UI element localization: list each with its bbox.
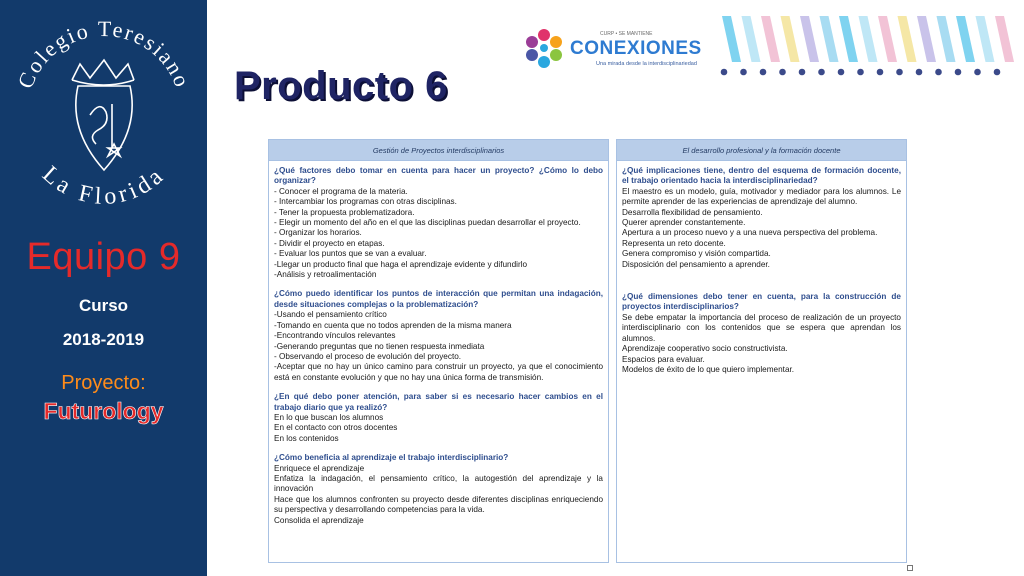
deco-dot bbox=[955, 69, 962, 76]
logo-wordmark: CONEXIONES bbox=[570, 38, 702, 59]
answer-line: Representa un reto docente. bbox=[622, 238, 726, 248]
deco-dot bbox=[721, 69, 728, 76]
answer-line: -Análisis y retroalimentación bbox=[274, 270, 377, 280]
answer-line: Disposición del pensamiento a aprender. bbox=[622, 259, 770, 269]
deco-stripe bbox=[722, 16, 741, 62]
project-name: Futurology bbox=[43, 398, 164, 424]
logo-subtitle: Una mirada desde la interdisciplinariedad bbox=[596, 61, 697, 67]
answer-line: - Tener la propuesta problematizadora. bbox=[274, 207, 415, 217]
logo-top-text: CURP • SE MANTIENE bbox=[600, 31, 653, 37]
course-label: Curso bbox=[78, 296, 129, 315]
right-table bbox=[616, 139, 907, 563]
answer-line: Aprendizaje cooperativo socio constructivista. bbox=[622, 344, 788, 354]
deco-stripe bbox=[937, 16, 956, 62]
deco-stripe bbox=[956, 16, 975, 62]
project-label: Proyecto: bbox=[61, 372, 146, 394]
answer-line: Apertura a un proceso nuevo y a una nueva perspectiva del problema. bbox=[622, 228, 878, 238]
left-table bbox=[268, 139, 609, 563]
question-heading: ¿Qué factores debo tomar en cuenta para hacer un proyecto? ¿Cómo lo debo organizar? bbox=[274, 166, 603, 186]
answer-line: -Generando preguntas que no tienen respuesta inmediata bbox=[274, 341, 485, 351]
resize-handle[interactable] bbox=[907, 565, 913, 571]
deco-stripe bbox=[742, 16, 761, 62]
deco-stripe bbox=[917, 16, 936, 62]
block-spacer bbox=[274, 280, 603, 289]
answer-line: En lo que buscan los alumnos bbox=[274, 412, 384, 422]
answer-line: Genera compromiso y visión compartida. bbox=[622, 249, 771, 259]
deco-dot bbox=[877, 69, 884, 76]
question-heading: ¿Cómo beneficia al aprendizaje el trabajo interdisciplinario? bbox=[274, 453, 509, 463]
right-table-body bbox=[617, 161, 906, 375]
deco-stripe bbox=[800, 16, 819, 62]
left-table-header: Gestión de Proyectos interdisciplinarios bbox=[269, 140, 608, 161]
answer-line: Querer aprender constantemente. bbox=[622, 218, 746, 228]
deco-dot bbox=[896, 69, 903, 76]
deco-dot bbox=[857, 69, 864, 76]
answer-line: Consolida el aprendizaje bbox=[274, 515, 364, 525]
question-heading: ¿Cómo puedo identificar los puntos de interacción que permitan una indagación, desde situaciones complejas o la problematización? bbox=[274, 289, 603, 309]
page-title: Producto 6 bbox=[234, 64, 448, 108]
answer-line: - Conocer el programa de la materia. bbox=[274, 186, 408, 196]
deco-stripe bbox=[781, 16, 800, 62]
deco-dot bbox=[818, 69, 825, 76]
deco-dot bbox=[799, 69, 806, 76]
answer-line: En el contacto con otros docentes bbox=[274, 423, 398, 433]
sidebar bbox=[0, 0, 207, 576]
answer-line: - Intercambiar los programas con otras disciplinas. bbox=[274, 197, 457, 207]
decorative-stripes-icon bbox=[716, 12, 1016, 80]
question-heading: ¿En qué debo poner atención, para saber si es necesario hacer cambios en el trabajo diario que ya realizó? bbox=[274, 392, 603, 412]
deco-stripe bbox=[839, 16, 858, 62]
answer-line: Espacios para evaluar. bbox=[622, 354, 705, 364]
school-seal-logo bbox=[10, 20, 197, 220]
answer-line: En los contenidos bbox=[274, 433, 339, 443]
deco-stripe bbox=[761, 16, 780, 62]
answer-line: - Dividir el proyecto en etapas. bbox=[274, 238, 385, 248]
answer-line: Desarrolla flexibilidad de pensamiento. bbox=[622, 207, 763, 217]
question-heading: ¿Qué dimensiones debo tener en cuenta, para la construcción de proyectos interdisciplinarios? bbox=[622, 292, 901, 312]
answer-line: -Tomando en cuenta que no todos aprenden de la misma manera bbox=[274, 320, 512, 330]
answer-line: Modelos de éxito de lo que quiero implementar. bbox=[622, 364, 795, 374]
deco-stripe bbox=[976, 16, 995, 62]
deco-dot bbox=[838, 69, 845, 76]
svg-text:La Florida: La Florida bbox=[37, 161, 171, 211]
answer-line: -Aceptar que no hay un único camino para construir un proyecto, ya que el conocimiento está en constante evolución y que no hay una única forma de transmisión. bbox=[274, 362, 603, 382]
deco-stripe bbox=[859, 16, 878, 62]
deco-stripe bbox=[898, 16, 917, 62]
deco-dot bbox=[740, 69, 747, 76]
answer-line: Enfatiza la indagación, el pensamiento crítico, la autogestión del aprendizaje y la innovación bbox=[274, 473, 603, 494]
question-heading: ¿Qué implicaciones tiene, dentro del esquema de formación docente, el trabajo orientado hacia la interdisciplinariedad? bbox=[622, 166, 901, 186]
deco-stripe bbox=[820, 16, 839, 62]
deco-dot bbox=[779, 69, 786, 76]
answer-line: - Evaluar los puntos que se van a evaluar. bbox=[274, 249, 427, 259]
answer-line: -Encontrando vínculos relevantes bbox=[274, 331, 396, 341]
answer-line: -Llegar un producto final que haga el aprendizaje evidente y difundirlo bbox=[274, 259, 528, 269]
deco-stripe bbox=[995, 16, 1014, 62]
answer-line: - Elegir un momento del año en el que las disciplinas puedan desarrollar el proyecto. bbox=[274, 218, 581, 228]
block-spacer bbox=[274, 383, 603, 392]
svg-text:Colegio Teresiano: Colegio Teresiano bbox=[12, 20, 196, 92]
team-name: Equipo 9 bbox=[26, 236, 181, 278]
deco-dot bbox=[916, 69, 923, 76]
answer-line: El maestro es un modelo, guía, motivador y mediador para los alumnos. Le permite aprender de las experiencias de aprendizaje del alumno. bbox=[622, 186, 901, 207]
answer-line: Se debe empatar la importancia del proceso de realización de un proyecto interdisciplinario con los contenidos que se espera que aprendan los alumnos. bbox=[622, 312, 901, 343]
block-spacer bbox=[274, 444, 603, 453]
right-table-header: El desarrollo profesional y la formación docente bbox=[617, 140, 906, 161]
answer-line: - Observando el proceso de evolución del proyecto. bbox=[274, 351, 462, 361]
block-spacer bbox=[622, 270, 901, 292]
deco-dot bbox=[760, 69, 767, 76]
answer-line: - Organizar los horarios. bbox=[274, 228, 362, 238]
deco-stripe bbox=[878, 16, 897, 62]
deco-dot bbox=[935, 69, 942, 76]
school-years: 2018-2019 bbox=[62, 330, 145, 349]
answer-line: Enriquece el aprendizaje bbox=[274, 463, 365, 473]
deco-dot bbox=[974, 69, 981, 76]
answer-line: Hace que los alumnos confronten su proyecto desde diferentes disciplinas enriqueciendo su perspectiva y desarrollando competencias para la vida. bbox=[274, 494, 603, 515]
deco-dot bbox=[994, 69, 1001, 76]
left-table-body bbox=[269, 161, 608, 526]
answer-line: -Usando el pensamiento crítico bbox=[274, 310, 387, 320]
